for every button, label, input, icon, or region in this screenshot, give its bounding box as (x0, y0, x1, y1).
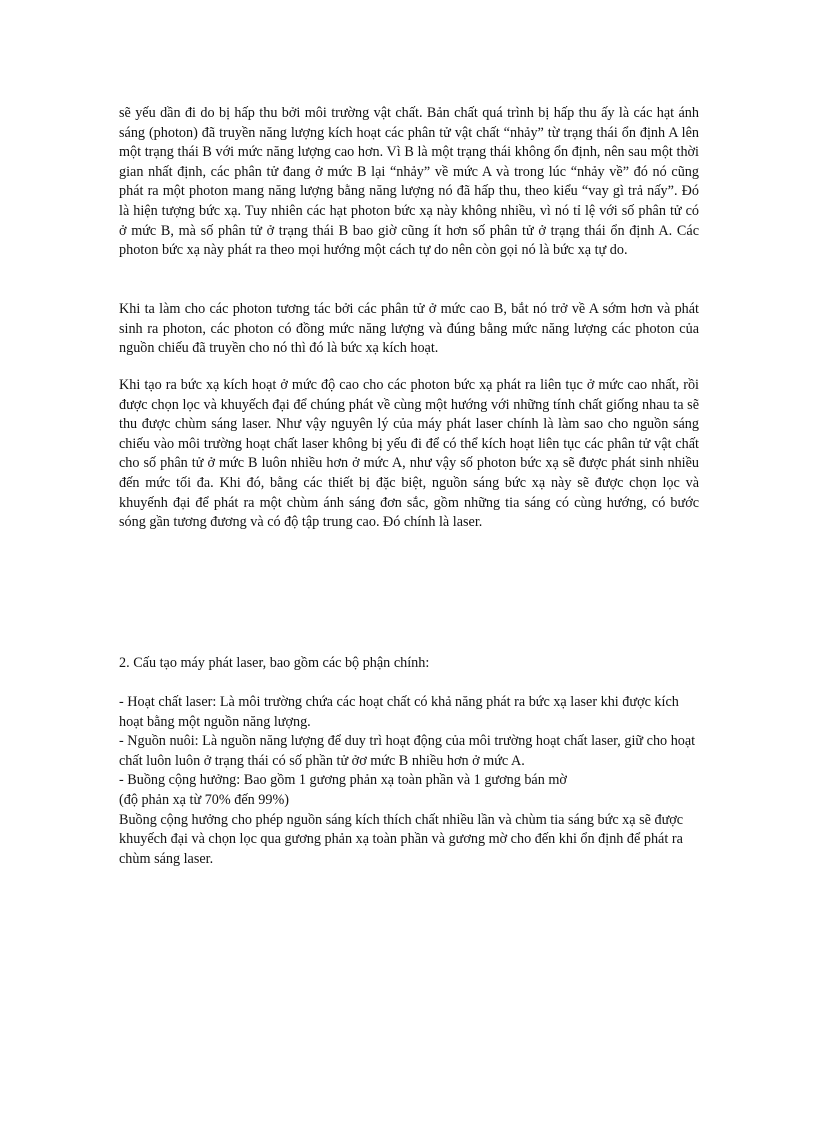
paragraph-text: Khi ta làm cho các photon tương tác bởi các phân tử ở mức cao B, bắt nó trở về A sớm hơn và phát sinh ra photon, các photon có đồng mức năng lượng và đúng bằng mức năng lượng các photon của nguồn chiếu đã truyền cho nó thì đó là bức xạ kích hoạt. (119, 301, 699, 357)
list-item-active-medium: - Hoạt chất laser: Là môi trường chứa các hoạt chất có khả năng phát ra bức xạ laser khi được kích hoạt bằng một nguồn năng lượng. (119, 694, 679, 730)
paragraph-text: sẽ yếu dần đi do bị hấp thu bởi môi trường vật chất. Bản chất quá trình bị hấp thu ấy là các hạt ánh sáng (photon) đã truyền năng lượng kích hoạt các phân tử vật chất “nhảy” từ trạng thái ổn định A lên một trạng thái B với mức năng lượng cao hơn. Vì B là một trạng thái không ổn định, nên sau một thời gian nhất định, các phân tử đang ở mức B lại “nhảy” về mức A và trong lúc “nhảy về” đó nó cũng phát ra một photon mang năng lượng bằng năng lượng nó đã hấp thu, theo kiểu “vay gì trả nấy”. Đó là hiện tượng bức xạ. Tuy nhiên các hạt photon bức xạ này không nhiều, vì nó tỉ lệ với số phân tử có ở mức B, mà số phân tử ở trạng thái B bao giờ cũng ít hơn số phân tử ở trạng thái ổn định A. Các photon bức xạ này phát ra theo mọi hướng một cách tự do nên còn gọi nó là bức xạ tự do. (119, 105, 699, 259)
list-item-resonator: - Buồng cộng hưởng: Bao gồm 1 gương phản xạ toàn phần và 1 gương bán mờ (119, 772, 567, 789)
list-item-power-source: - Nguồn nuôi: Là nguồn năng lượng để duy trì hoạt động của môi trường hoạt chất laser, giữ cho hoạt chất luôn luôn ở trạng thái có số phần tử ởơ mức B nhiều hơn ở mức A. (119, 733, 696, 769)
section-heading-text: 2. Cấu tạo máy phát laser, bao gồm các bộ phận chính: (119, 655, 430, 671)
paragraph-laser-principle (119, 376, 699, 533)
list-item-reflectance-note: (độ phản xạ từ 70% đến 99%) (119, 791, 290, 808)
paragraph-radiation (119, 104, 699, 261)
list-item-resonator-description: Buồng cộng hưởng cho phép nguồn sáng kích thích chất nhiều lần và chùm tia sáng bức xạ sẽ được khuyếch đại và chọn lọc qua gương phản xạ toàn phần và gương mờ cho đến khi ổn định để phát ra chùm sáng laser. (119, 811, 684, 867)
paragraph-stimulated-emission (119, 300, 699, 359)
paragraph-text: Khi tạo ra bức xạ kích hoạt ở mức độ cao cho các photon bức xạ phát ra liên tục ở mức cao nhất, rồi được chọn lọc và khuyếch đại để chúng phát về cùng một hướng với những tính chất giống nhau ta sẽ thu được chùm sáng laser. Như vậy nguyên lý của máy phát laser chính là làm sao cho nguồn sáng chiếu vào môi trường hoạt chất laser không bị yếu đi để có thể kích hoạt liên tục các phân tử vật chất cho số phân tử ở mức B luôn nhiều hơn ở mức A, như vậy số photon bức xạ sẽ được phát sinh nhiều đến mức tối đa. Khi đó, bằng các thiết bị đặc biệt, nguồn sáng bức xạ này sẽ được chọn lọc và khuyếnh đại để phát ra một chùm ánh sáng đơn sắc, gồm những tia sáng có cùng hướng, có bước sóng gần tương đương và có độ tập trung cao. Đó chính là laser. (119, 377, 699, 531)
component-list (119, 693, 699, 869)
section-heading (119, 654, 699, 674)
